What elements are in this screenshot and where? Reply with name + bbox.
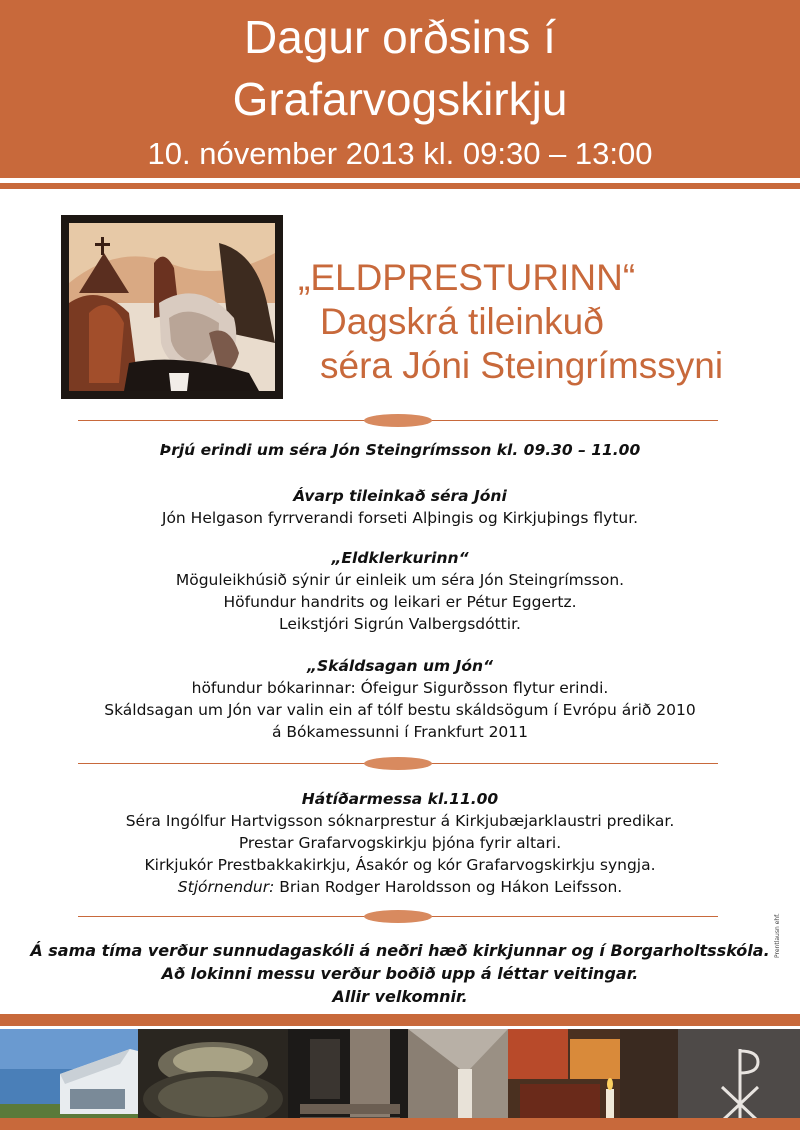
conductors-line [0,877,800,898]
item3-title: „Skáldsagan um Jón“ [306,657,493,675]
item2-line: Möguleikhúsið sýnir úr einleik um séra Jón Steingrímsson. [175,571,625,589]
event-title-line2: Grafarvogskirkju [232,73,568,125]
divider [78,910,718,924]
program-title-line3: séra Jóni Steingrímssyni [320,345,724,386]
divider [78,757,718,771]
church-exterior-photo [0,1029,138,1130]
bottom-stripe [0,1014,800,1026]
closing-line: Allir velkomnir. [332,987,468,1006]
event-title-line1: Dagur orðsins í [244,11,556,63]
program-title-line1: „ELDPRESTURINN“ [298,257,636,298]
printer-credit: Prentlausn ehf. [774,913,781,958]
event-date: 10. nóvember 2013 kl. 09:30 – 13:00 [147,136,653,171]
church-corridor-photo [408,1029,508,1130]
item2-line: Höfundur handrits og leikari er Pétur Eggertz. [223,593,577,611]
footer-bar [0,1118,800,1130]
conductors-names: Brian Rodger Haroldsson og Hákon Leifsson. [274,878,623,896]
baptismal-font-photo [138,1029,288,1130]
item2-title: „Eldklerkurinn“ [331,549,469,567]
closing-line: Að lokinni messu verður boðið upp á léttar veitingar. [161,964,639,983]
mass-title: Hátíðarmessa kl.11.00 [301,790,499,808]
painting-image [69,223,275,391]
item1-title: Ávarp tileinkað séra Jóni [293,487,507,505]
photo-strip [0,1029,800,1130]
mass-line: Kirkjukór Prestbakkakirkju, Ásakór og kór Grafarvogskirkju syngja. [144,856,656,874]
header-stripe [0,183,800,189]
stained-glass-photo [508,1029,678,1130]
church-interior-photo [288,1029,408,1130]
closing-line: Á sama tíma verður sunnudagaskóli á neðri hæð kirkjunnar og í Borgarholtsskóla. [30,941,770,960]
chi-rho-photo [678,1029,800,1130]
program-title-line2: Dagskrá tileinkuð [320,301,604,342]
item3-line: höfundur bókarinnar: Ófeigur Sigurðsson flytur erindi. [191,679,609,697]
mass-line: Prestar Grafarvogskirkju þjóna fyrir altari. [238,834,562,852]
mass-line: Séra Ingólfur Hartvigsson sóknarprestur á Kirkjubæjarklaustri predikar. [125,812,675,830]
item2-line: Leikstjóri Sigrún Valbergsdóttir. [279,615,521,633]
item1-line: Jón Helgason fyrrverandi forseti Alþingis og Kirkjuþings flytur. [161,509,639,527]
painting-frame [61,215,283,399]
item3-line: á Bókamessunni í Frankfurt 2011 [271,723,529,741]
section1-heading: Þrjú erindi um séra Jón Steingrímsson kl. 09.30 – 11.00 [159,441,641,459]
header-banner [0,0,800,178]
divider [78,414,718,428]
program-title [298,256,778,388]
conductors-label: Stjórnendur: [177,878,275,896]
item3-line: Skáldsagan um Jón var valin ein af tólf bestu skáldsögum í Evrópu árið 2010 [104,701,696,719]
